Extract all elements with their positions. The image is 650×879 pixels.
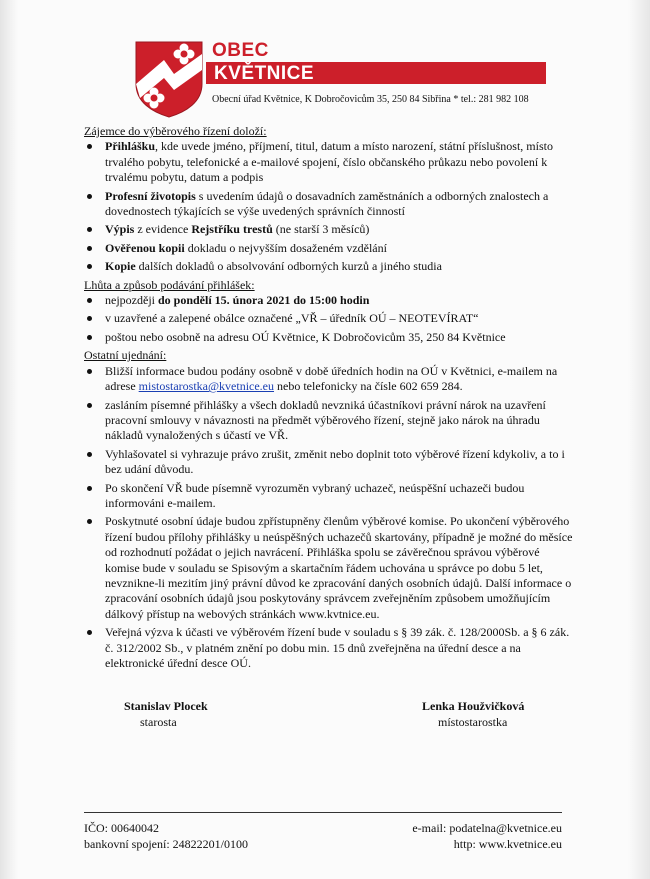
footer-email: e-mail: podatelna@kvetnice.eu	[412, 821, 562, 835]
list-item: Kopie dalších dokladů o absolvování odborných kurzů a jiného studia	[84, 259, 574, 274]
signature-name: Lenka Houžvičková	[422, 699, 525, 713]
coat-of-arms-icon	[134, 40, 204, 118]
signature-role: místostarostka	[438, 715, 508, 729]
list-item: Bližší informace budou podány osobně v době úředních hodin na OÚ v Květnici, e-mailem na adrese mistostarostka@kvetnice.eu nebo telefonicky na čísle 602 659 284.	[84, 364, 574, 395]
header-obec: OBEC	[212, 40, 269, 61]
list-item: nejpozději do pondělí 15. února 2021 do 15:00 hodin	[84, 293, 574, 308]
list-item: v uzavřené a zalepené obálce označené „VŘ – úředník OÚ – NEOTEVÍRAT“	[84, 311, 574, 326]
list-item: Po skončení VŘ bude písemně vyrozuměn vybraný uchazeč, neúspěšní uchazeči budou informováni e-mailem.	[84, 481, 574, 512]
list-item: Profesní životopis s uvedením údajů o dosavadních zaměstnáních a odborných znalostech a dovednostech týkajících se výše uvedených správních činností	[84, 189, 574, 220]
section-title-deadline: Lhůta a způsob podávání přihlášek:	[84, 277, 255, 292]
page-shadow-left	[0, 0, 18, 879]
list-item: poštou nebo osobně na adresu OÚ Květnice, K Dobročovicům 35, 250 84 Květnice	[84, 330, 574, 345]
other-terms-list	[84, 364, 574, 672]
list-item: zasláním písemné přihlášky a všech dokladů nevzniká účastníkovi právní nárok na uzavření pracovní smlouvy v návaznosti na předmět výběrového řízení, stejně jako nárok na úhradu nákladů vynaložených s účastí ve VŘ.	[84, 398, 574, 444]
email-link[interactable]: mistostarostka@kvetnice.eu	[138, 379, 275, 394]
signature-role: starosta	[140, 715, 177, 729]
list-item: Ověřenou kopii dokladu o nejvyšším dosaženém vzdělání	[84, 241, 574, 256]
requirements-list	[84, 139, 574, 274]
footer-right	[406, 820, 562, 852]
footer-divider	[84, 812, 562, 813]
list-item: Výpis z evidence Rejstříku trestů (ne starší 3 měsíců)	[84, 222, 574, 237]
footer-web: http: www.kvetnice.eu	[453, 837, 562, 851]
list-item: Přihlášku, kde uvede jméno, příjmení, titul, datum a místo narození, státní příslušnost, místo trvalého pobytu, telefonické a e-mailové spojení, číslo občanského průkazu nebo povolení k trvalému pobytu, datum a podpis	[84, 139, 574, 185]
footer-ico: IČO: 00640042	[84, 821, 159, 835]
header-municipality-name: KVĚTNICE	[214, 63, 315, 84]
header-name-bar	[206, 62, 546, 84]
signature-mayor	[124, 698, 208, 730]
document-body	[84, 124, 574, 674]
list-item: Veřejná výzva k účasti ve výběrovém řízení bude v souladu s § 39 zák. č. 128/2000Sb. a § 6 zák. č. 312/2002 Sb., v platném znění po dobu min. 15 dnů zveřejněna na úřední desce a na elektronické úřední desce OÚ.	[84, 625, 574, 671]
list-item: Poskytnuté osobní údaje budou zpřístupněny členům výběrové komise. Po ukončení výběrového řízení budou přílohy přihlášky u neúspěšných uchazečů skartovány, případně je možné do měsíce od rozhodnutí požádat o jejich navrácení. Přihláška spolu se závěrečnou správou výběrové komise bude v souladu se Spisovým a skartačním řádem uchována u správce po dobu 5 let, nevznikne-li mezitím jiný právní důvod ke zpracování daných osobních údajů. Další informace o zpracování osobních údajů jsou poskytovány správcem zveřejněním způsobem umožňujícím dálkový přístup na webových stránkách www.kvtnice.eu.	[84, 514, 574, 622]
footer-left	[84, 820, 248, 852]
footer-bank: bankovní spojení: 24822201/0100	[84, 837, 248, 851]
signature-name: Stanislav Plocek	[124, 699, 208, 713]
section-title-requirements: Zájemce do výběrového řízení doloží:	[84, 124, 267, 138]
section-title-other: Ostatní ujednání:	[84, 348, 167, 363]
list-item: Vyhlašovatel si vyhrazuje právo zrušit, změnit nebo doplnit toto výběrové řízení kdykoliv, a to i bez udání důvodu.	[84, 447, 574, 478]
page-shadow-right	[628, 0, 650, 879]
signature-deputy	[422, 698, 524, 730]
deadline-list	[84, 293, 574, 345]
header-address: Obecní úřad Květnice, K Dobročovicům 35, 250 84 Sibřina * tel.: 281 982 108	[212, 94, 529, 105]
